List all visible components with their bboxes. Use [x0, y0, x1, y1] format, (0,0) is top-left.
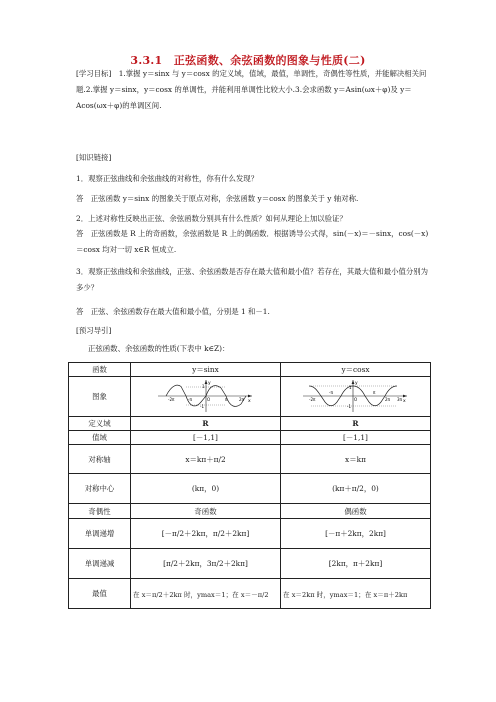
cos-cell: [2kπ，π＋2kπ] [281, 549, 431, 579]
preview-text: 正弦函数、余弦函数的性质(下表中 k∈Z)： [88, 344, 230, 353]
knowledge-heading: [知识链接] [76, 153, 112, 162]
sin-graph-cell [131, 377, 281, 417]
table-header-row [69, 363, 431, 377]
row-label: 对称轴 [69, 445, 131, 474]
question-1: 1．观察正弦曲线和余弦曲线的对称性，你有什么发现？ [76, 174, 259, 183]
cos-cell: R [281, 417, 431, 431]
answer-2: 答 正弦函数是 R 上的奇函数，余弦函数是 R 上的偶函数．根据诱导公式得，sin(－x)＝－sinx，cos(－x)＝cosx 均对一切 x∈R 恒成立. [76, 229, 429, 254]
sin-cell: 奇函数 [131, 504, 281, 519]
row-label: 对称中心 [69, 474, 131, 504]
sin-cell: [－π/2＋2kπ，π/2＋2kπ] [131, 519, 281, 549]
table-row [69, 377, 431, 417]
sin-x-label: x [247, 398, 251, 404]
sin-cell: R [131, 417, 281, 431]
page-title: 3.3.1 正弦函数、余弦函数的图象与性质(二) [130, 54, 366, 67]
cos-origin-label: O [353, 396, 357, 402]
row-label: 值域 [69, 431, 131, 445]
sin-neg-one-label: -1 [199, 403, 204, 409]
sin-tick-label: -2π [167, 396, 174, 402]
question-2: 2．上述对称性反映出正弦、余弦函数分别具有什么性质？如何从理论上加以验证？ [76, 214, 347, 223]
cos-tick-label: -2π [308, 396, 315, 402]
cos-graph [301, 378, 411, 414]
question-3: 3．观察正弦曲线和余弦曲线，正弦、余弦函数是否存在最大值和最小值？若存在，其最大值和最小值分别为多少？ [76, 267, 429, 292]
cos-cell: (kπ＋π/2，0) [281, 474, 431, 504]
cos-cell: [－π＋2kπ，2kπ] [281, 519, 431, 549]
sin-tick-label: π [224, 396, 227, 402]
cos-cell: [－1,1] [281, 431, 431, 445]
cos-graph-cell [281, 377, 431, 417]
sin-one-label: 1 [201, 383, 205, 389]
row-label: 单调递减 [69, 549, 131, 579]
sin-y-label: y [207, 380, 211, 386]
cos-tick-label: -π [328, 389, 333, 395]
row-label: 图象 [69, 377, 131, 417]
preview-heading: [预习导引] [76, 326, 112, 335]
table-row [69, 504, 431, 519]
answer-1: 答 正弦函数 y＝sinx 的图象关于原点对称，余弦函数 y＝cosx 的图象关于 y 轴对称. [76, 194, 359, 203]
properties-table [68, 362, 431, 609]
table-row [69, 579, 431, 609]
table-row [69, 474, 431, 504]
sin-cell: (kπ，0) [131, 474, 281, 504]
sin-cell: 在 x＝π/2＋2kπ 时，ymax＝1；在 x＝－π/2 [131, 579, 281, 609]
table-row [69, 549, 431, 579]
sin-tick-label: 2π [238, 396, 244, 402]
cos-one-label: 1 [348, 384, 352, 390]
table-header-cell: y＝cosx [281, 363, 431, 377]
table-row [69, 519, 431, 549]
row-label: 单调递增 [69, 519, 131, 549]
row-label: 奇偶性 [69, 504, 131, 519]
table-header-cell: y＝sinx [131, 363, 281, 377]
table-row [69, 417, 431, 431]
sin-cell: [－1,1] [131, 431, 281, 445]
answer-3: 答 正弦、余弦函数存在最大值和最小值，分别是 1 和－1. [76, 307, 270, 316]
sin-tick-label: -π [187, 396, 192, 402]
cos-tick-label: 3π [396, 396, 402, 402]
cos-y-label: y [354, 380, 358, 386]
row-label: 最值 [69, 579, 131, 609]
sin-graph [156, 378, 256, 414]
sin-origin-label: O [206, 396, 210, 402]
learning-objectives: [学习目标] 1.掌握 y＝sinx 与 y＝cosx 的定义域，值域，最值，单调性，奇偶性等性质，并能解决相关问题.2.掌握 y＝sinx，y＝cosx 的单调性，并能利用单调性比较大小.3.会求函数 y＝Asin(ωx＋φ)及 y＝Acos(ωx＋φ)的单调区间. [76, 69, 427, 110]
cos-cell: x＝kπ [281, 445, 431, 474]
table-row [69, 445, 431, 474]
cos-x-label: x [402, 398, 406, 404]
cos-neg-one-label: -1 [346, 403, 351, 409]
sin-cell: x＝kπ＋π/2 [131, 445, 281, 474]
cos-cell: 偶函数 [281, 504, 431, 519]
row-label: 定义域 [69, 417, 131, 431]
sin-cell: [π/2＋2kπ，3π/2＋2kπ] [131, 549, 281, 579]
cos-tick-label: 2π [384, 396, 390, 402]
table-header-cell: 函数 [69, 363, 131, 377]
cos-cell: 在 x＝2kπ 时，ymax＝1；在 x＝π＋2kπ [281, 579, 431, 609]
table-row [69, 431, 431, 445]
cos-tick-label: π [372, 389, 375, 395]
